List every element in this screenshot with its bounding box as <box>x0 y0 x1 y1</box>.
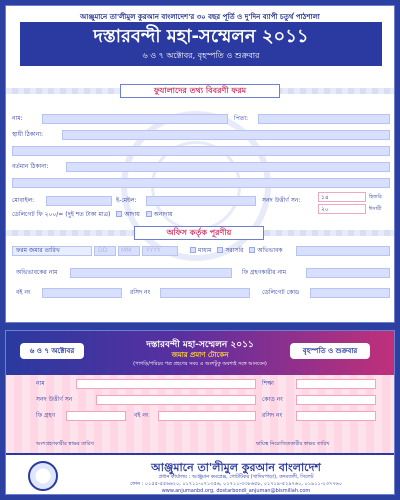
sanad-english-field[interactable]: ২০ <box>318 204 366 214</box>
day-pill: বৃহস্পতি ও শুক্রবার <box>290 343 370 359</box>
name-label: নাম: <box>12 115 23 122</box>
r-sanad-field[interactable] <box>96 395 256 405</box>
name-field[interactable] <box>42 114 228 124</box>
medium-field[interactable] <box>296 246 390 256</box>
org-name: আঞ্জুমানে তা'লীমুল কুরআন বাংলাদেশ <box>151 461 321 474</box>
section-office-heading: অফিস কর্তৃক পূরণীয় <box>134 226 264 240</box>
event-tagline: আঞ্জুমানে তা'লীমুল কুরআন বাংলাদেশ'র ৩০ বছর পূর্তি ও দু'দিন ব্যাপী চতুর্থ পাঠশালা <box>80 13 320 21</box>
sanad-year-label: সনদ উত্তীর্ণ সন: <box>262 197 301 204</box>
guardian-name-label: অভিভাবকের নাম <box>16 269 58 276</box>
fee-text: ডেলিগেট ফি ২০০/= (দুই শত টাকা মাত্র) <box>12 211 111 218</box>
book-no-label: বই নং <box>16 289 31 296</box>
r-code-label: কোড নং <box>262 396 283 403</box>
yyyy-hint: YYYY <box>146 247 161 254</box>
mobile-label: মোবাইল: <box>12 197 35 204</box>
r-education-label: শিক্ষা <box>262 380 274 387</box>
officer-signature-label: দ্বায়িত্ব নিয়োজিতকারীর স্বাক্ষর তারিখ <box>256 441 330 447</box>
sanad-hijri-field[interactable]: ১৪ <box>318 192 366 202</box>
mm-hint: MM <box>121 247 132 254</box>
form-subtitle: ৬ ও ৭ অক্টোবর, বৃহস্পতি ও শুক্রবার <box>142 51 260 60</box>
delegate-code-field[interactable] <box>310 288 390 298</box>
delegate-fee-label <box>12 210 173 220</box>
receipt-body <box>6 375 394 453</box>
parent-text: অভিভাবক <box>257 247 283 254</box>
receipt-token <box>5 330 395 495</box>
participant-signature-label: অংশগ্রহণকারীর স্বাক্ষর তারিখ <box>36 441 94 447</box>
receipt-no-field[interactable] <box>160 288 250 298</box>
r-book-field[interactable] <box>158 411 256 421</box>
form-title: দস্তারবন্দী মহা-সম্মেলন ২০১১ <box>93 26 309 47</box>
book-no-field[interactable] <box>42 288 122 298</box>
title-band <box>20 22 382 66</box>
permanent-address-label: স্থায়ী ঠিকানা: <box>12 131 44 138</box>
section-info-heading: ফুযালাদের তথ্য বিবরণী ফরম <box>120 84 280 98</box>
r-sanad-label: সনদ উত্তীর্ণ সন <box>36 396 73 403</box>
r-fee-label: ফি গ্রহণ <box>36 412 56 419</box>
r-name-label: নাম <box>36 380 45 387</box>
org-web: www.anjumanbd.org, dostarbondi_anjuman@bismillah.com <box>161 488 311 494</box>
direct-checkbox[interactable] <box>217 247 223 253</box>
dd-hint: DD <box>98 247 108 254</box>
r-fee-field[interactable] <box>66 411 126 421</box>
hijri-label: হিজরি <box>369 194 382 200</box>
unpaid-label: অনাদায় <box>153 211 173 218</box>
receipt-title: দস্তারবন্দী মহা-সম্মেলন ২০১১ <box>146 340 254 350</box>
medium-text: মাধ্যম <box>198 247 212 254</box>
org-phones: ফোন : ০১৫৫-৫৫৬৬২০, ০১৭১১-০৭১৩৫৬, ০১৭১১-৩৩৮৬৫৮, ০১৭১৯-৫২৯৭৬০, ০১৯১১-২৩৭৭৬০ <box>129 481 343 487</box>
father-label: পিতা: <box>234 115 249 122</box>
present-address-field-2[interactable] <box>12 178 390 188</box>
present-address-label: বর্তমান ঠিকানা: <box>12 163 49 170</box>
receipt-note: (পাগড়ি/পরিচয় পত্র গ্রহণের সময় এ অংশটুকু অবশ্যই সঙ্গে আনবেন) <box>133 361 267 367</box>
present-address-field[interactable] <box>66 162 390 172</box>
permanent-address-field-2[interactable] <box>12 146 390 156</box>
receipt-subtitle: জমার প্রমাণ টোকেন <box>171 351 229 359</box>
r-code-field[interactable] <box>296 395 376 405</box>
medium-checkbox[interactable] <box>190 247 196 253</box>
medium-label <box>186 246 282 256</box>
footer <box>6 453 394 495</box>
fee-receiver-field[interactable] <box>306 268 390 278</box>
r-education-field[interactable] <box>296 379 376 389</box>
form-date-label: ফরম জমার তারিখ <box>16 247 60 254</box>
receipt-no-label: রসিদ নং <box>130 289 151 296</box>
paid-checkbox[interactable] <box>116 211 122 217</box>
receipt-header <box>6 331 394 375</box>
delegate-code-label: ডেলিগেট কোড <box>262 289 300 296</box>
guardian-name-field[interactable] <box>70 268 232 278</box>
date-pill: ৬ ও ৭ অক্টোবর <box>20 343 84 359</box>
permanent-address-field[interactable] <box>62 130 390 140</box>
father-field[interactable] <box>258 114 390 124</box>
paid-label: আদায় <box>124 211 140 218</box>
parent-checkbox[interactable] <box>249 247 255 253</box>
direct-text: সরাসরি <box>225 247 244 254</box>
mobile-field[interactable] <box>46 196 112 206</box>
unpaid-checkbox[interactable] <box>146 211 152 217</box>
r-receipt-label: রসিদ নং <box>262 412 283 419</box>
org-logo-icon <box>28 461 58 491</box>
r-receipt-field[interactable] <box>296 411 376 421</box>
english-label: ঈসায়ী <box>369 206 382 212</box>
org-address: প্রধান কার্যালয় : আঞ্জুমান কমপ্লেক্স, গোটটিকর (খাদিমপাড়া), কদমতলী, সিলেট <box>158 474 314 480</box>
fee-receiver-label: ফি গ্রহণকারীর নাম <box>242 269 287 276</box>
r-name-field[interactable] <box>76 379 256 389</box>
r-book-label: বই নং <box>134 412 149 419</box>
email-field[interactable] <box>146 196 256 206</box>
registration-form <box>5 5 395 323</box>
email-label: ই-মেইল: <box>116 197 137 204</box>
